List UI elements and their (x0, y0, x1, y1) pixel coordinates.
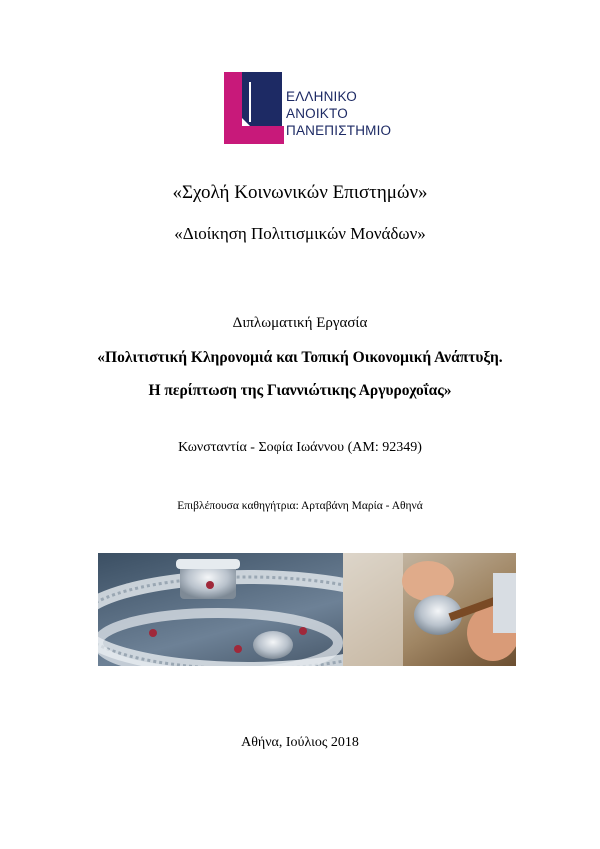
thesis-title-line-2: Η περίπτωση της Γιαννιώτικης Αργυροχοΐας» (148, 382, 452, 399)
logo-line-1: ΕΛΛΗΝΙΚΟ (286, 89, 357, 104)
logo-wordmark (286, 88, 391, 139)
silverwork-banner-image (98, 553, 516, 666)
author-name: Κωνσταντία - Σοφία Ιωάννου (ΑΜ: 92349) (178, 440, 422, 455)
logo-line-3: ΠΑΝΕΠΙΣΤΗΜΙΟ (286, 123, 392, 138)
university-logo (224, 72, 414, 144)
supervisor-name: Επιβλέπουσα καθηγήτρια: Αρταβάνη Μαρία - Αθηνά (177, 500, 423, 512)
date-place: Αθήνα, Ιούλιος 2018 (241, 735, 359, 750)
thesis-title-line-1: «Πολιτιστική Κληρονομιά και Τοπική Οικονομική Ανάπτυξη. (97, 349, 503, 366)
logo-line-2: ΑΝΟΙΚΤΟ (286, 106, 348, 121)
logo-mark-icon (224, 72, 284, 144)
school-name: «Σχολή Κοινωνικών Επιστημών» (172, 182, 428, 203)
program-name: «Διοίκηση Πολιτισμικών Μονάδων» (174, 224, 426, 243)
thesis-type-label: Διπλωματική Εργασία (232, 315, 368, 331)
